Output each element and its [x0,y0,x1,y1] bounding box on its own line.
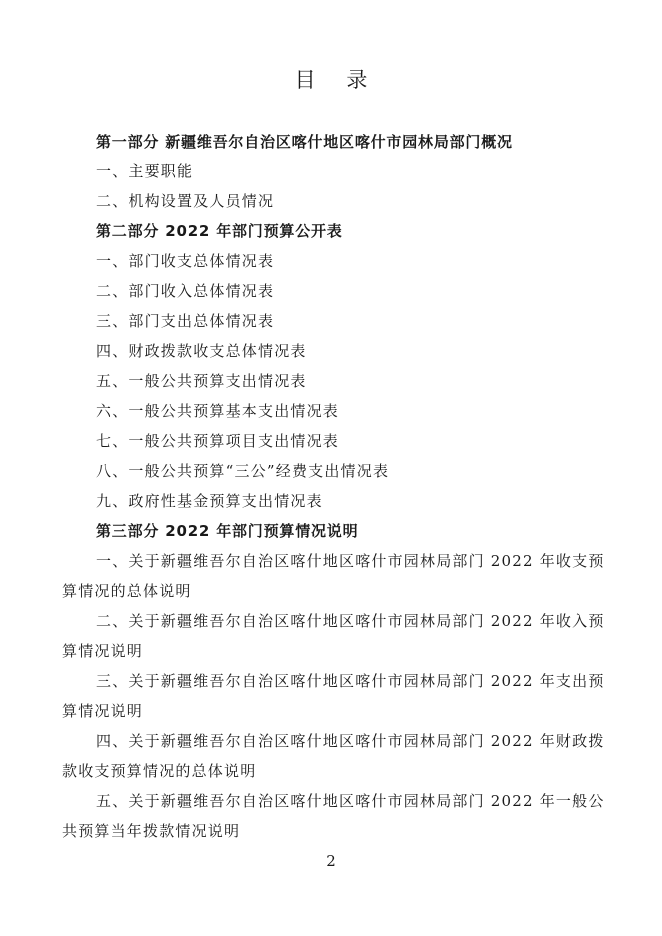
page-title: 目 录 [294,68,380,92]
page-number: 2 [326,852,336,870]
part3-heading: 第三部分 2022 年部门预算情况说明 [96,522,359,540]
toc-item: 一、主要职能 [96,162,194,180]
toc-item: 四、关于新疆维吾尔自治区喀什地区喀什市园林局部门 2022 年财政拨款收支预算情况的总体说明 [62,732,605,780]
toc-item: 二、部门收入总体情况表 [96,282,275,300]
part2-heading: 第二部分 2022 年部门预算公开表 [96,222,343,240]
toc-item: 九、政府性基金预算支出情况表 [96,492,323,510]
toc-item: 七、一般公共预算项目支出情况表 [96,432,340,450]
toc-item: 五、关于新疆维吾尔自治区喀什地区喀什市园林局部门 2022 年一般公共预算当年拨款情况说明 [62,792,605,840]
toc-item: 一、部门收支总体情况表 [96,252,275,270]
toc-item: 四、财政拨款收支总体情况表 [96,342,307,360]
toc-item: 五、一般公共预算支出情况表 [96,372,307,390]
toc-item: 二、关于新疆维吾尔自治区喀什地区喀什市园林局部门 2022 年收入预算情况说明 [62,612,605,660]
toc-item: 三、关于新疆维吾尔自治区喀什地区喀什市园林局部门 2022 年支出预算情况说明 [62,672,605,720]
toc-item: 三、部门支出总体情况表 [96,312,275,330]
toc-item: 六、一般公共预算基本支出情况表 [96,402,340,420]
part1-heading: 第一部分 新疆维吾尔自治区喀什地区喀什市园林局部门概况 [96,133,513,151]
toc-item: 八、一般公共预算“三公”经费支出情况表 [96,462,390,480]
toc-item: 一、关于新疆维吾尔自治区喀什地区喀什市园林局部门 2022 年收支预算情况的总体说明 [62,552,605,600]
toc-item: 二、机构设置及人员情况 [96,192,275,210]
